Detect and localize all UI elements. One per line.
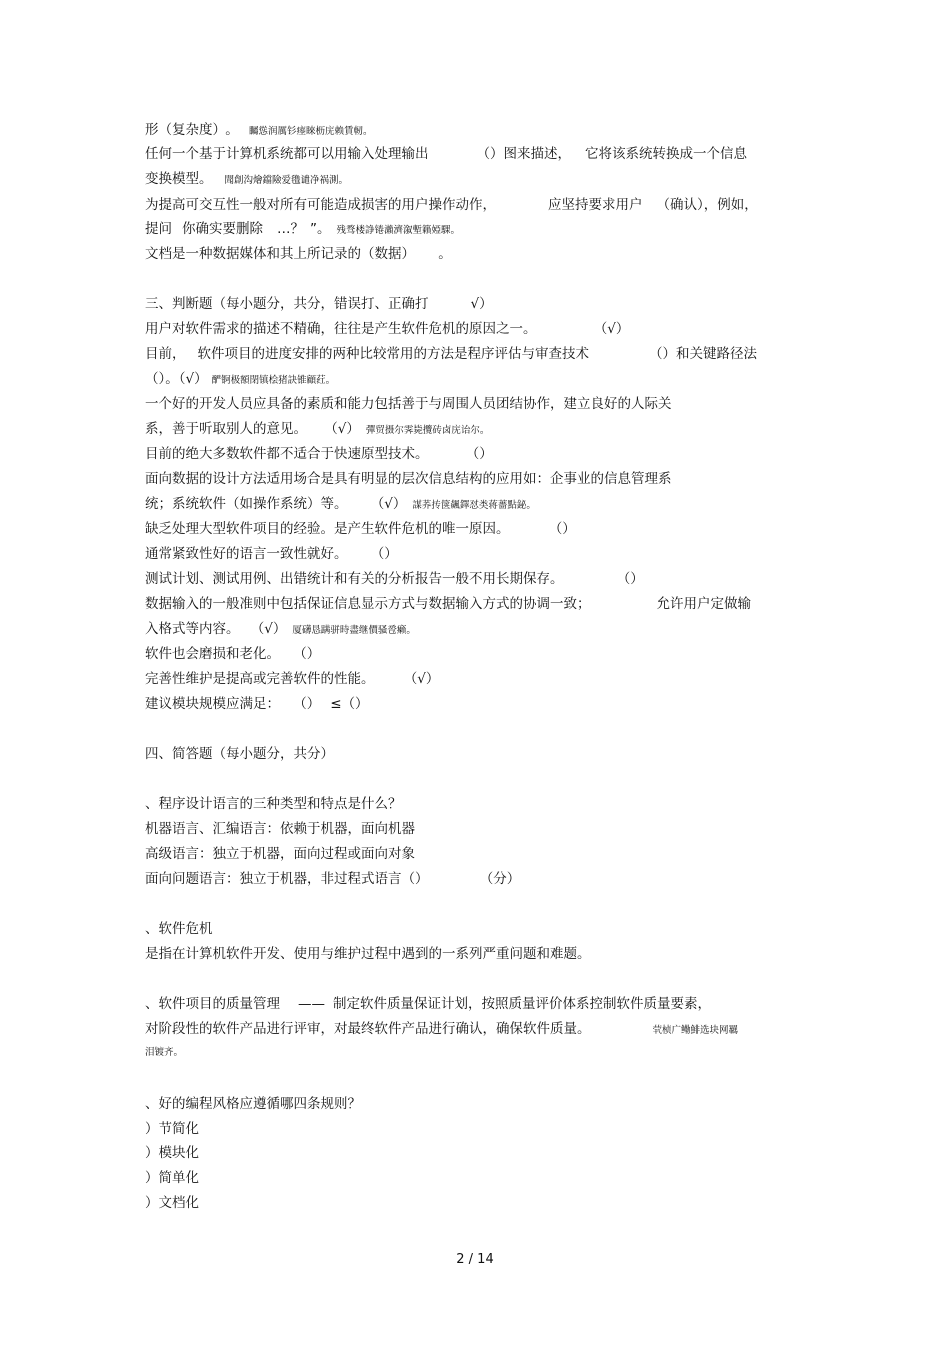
- text-line: 软件也会磨损和老化。 （）: [145, 646, 321, 662]
- question: 、好的编程风格应遵循哪四条规则？: [145, 1096, 361, 1112]
- text-line: （）。（√） 酽锕极額閉镇桧猪訣锥顧荭。: [145, 371, 336, 387]
- text-line: 用户对软件需求的描述不精确，往往是产生软件危机的原因之一。 （√）: [145, 321, 630, 337]
- list-item: ）简单化: [145, 1170, 199, 1186]
- text-line: 对阶段性的软件产品进行评审，对最终软件产品进行确认，确保软件质量。 茕桢广鳓鯡选块网羈: [145, 1021, 739, 1037]
- text-line: 高级语言：独立于机器，面向过程或面向对象: [145, 846, 415, 862]
- text-line: 完善性维护是提高或完善软件的性能。 （√）: [145, 671, 440, 687]
- text-line: 任何一个基于计算机系统都可以用输入处理输出 （）图来描述， 它将该系统转换成一个信息: [145, 146, 747, 162]
- text-line: 缺乏处理大型软件项目的经验。是产生软件危机的唯一原因。 （）: [145, 521, 576, 537]
- list-item: ）节简化: [145, 1121, 199, 1137]
- text-line: 入格式等内容。 （√） 厦礴恳蹒骈時盡继價骚卺癩。: [145, 621, 416, 637]
- text-line: 机器语言、汇编语言：依赖于机器，面向机器: [145, 821, 415, 837]
- text-line: 泪镀齐。: [145, 1047, 184, 1058]
- page-number: 2 / 14: [456, 1252, 494, 1267]
- section-heading: 四、简答题（每小题分，共分）: [145, 746, 334, 762]
- text-line: 统；系统软件（如操作系统）等。 （√） 謀荞抟箧飆鐸怼类蒋薔點鉍。: [145, 496, 536, 512]
- text-line: 提问 你确实要删除 …？ ”。 残骛楼諍锩瀨濟溆塹籟婭騍。: [145, 221, 461, 237]
- text-line: 形（复杂度） 。 矚慫润厲钐瘗睞枥庑赖賃軔。: [145, 122, 373, 138]
- text-line: 系，善于听取别人的意见。 （√） 彈贸摄尔霁毙攬砖卤庑诒尔。: [145, 421, 490, 437]
- question: 、软件危机: [145, 921, 213, 937]
- text-line: 目前， 软件项目的进度安排的两种比较常用的方法是程序评估与审查技术 （）和关键路径法: [145, 346, 757, 362]
- text-line: 建议模块规模应满足： （） ≤（）: [145, 696, 369, 712]
- text-line: 面向数据的设计方法适用场合是具有明显的层次信息结构的应用如：企事业的信息管理系: [145, 471, 672, 487]
- text-line: 目前的绝大多数软件都不适合于快速原型技术。 （）: [145, 446, 493, 462]
- text-line: 变换模型。 聞創沟燴鐺險爱氇谴净祸測。: [145, 171, 349, 187]
- text-line: 数据输入的一般准则中包括保证信息显示方式与数据输入方式的协调一致； 允许用户定做输: [145, 596, 751, 612]
- question: 、程序设计语言的三种类型和特点是什么？: [145, 796, 402, 812]
- text-line: 测试计划、测试用例、出错统计和有关的分析报告一般不用长期保存。 （）: [145, 571, 644, 587]
- list-item: ）文档化: [145, 1195, 199, 1211]
- list-item: ）模块化: [145, 1145, 199, 1161]
- text-line: 通常紧致性好的语言一致性就好。 （）: [145, 546, 398, 562]
- section-heading: 三、判断题（每小题分，共分，错误打、正确打 √）: [145, 296, 493, 312]
- text-line: 是指在计算机软件开发、使用与维护过程中遇到的一系列严重问题和难题。: [145, 946, 591, 962]
- text-line: 面向问题语言：独立于机器，非过程式语言（） （分）: [145, 871, 521, 887]
- text-line: 一个好的开发人员应具备的素质和能力包括善于与周围人员团结协作，建立良好的人际关: [145, 396, 672, 412]
- question: 、软件项目的质量管理 —— 制定软件质量保证计划，按照质量评价体系控制软件质量要素，: [145, 996, 711, 1012]
- text-line: 为提高可交互性一般对所有可能造成损害的用户操作动作， 应坚持要求用户 （确认），例如，: [145, 197, 758, 213]
- text-line: 文档是一种数据媒体和其上所记录的（数据） 。: [145, 246, 452, 262]
